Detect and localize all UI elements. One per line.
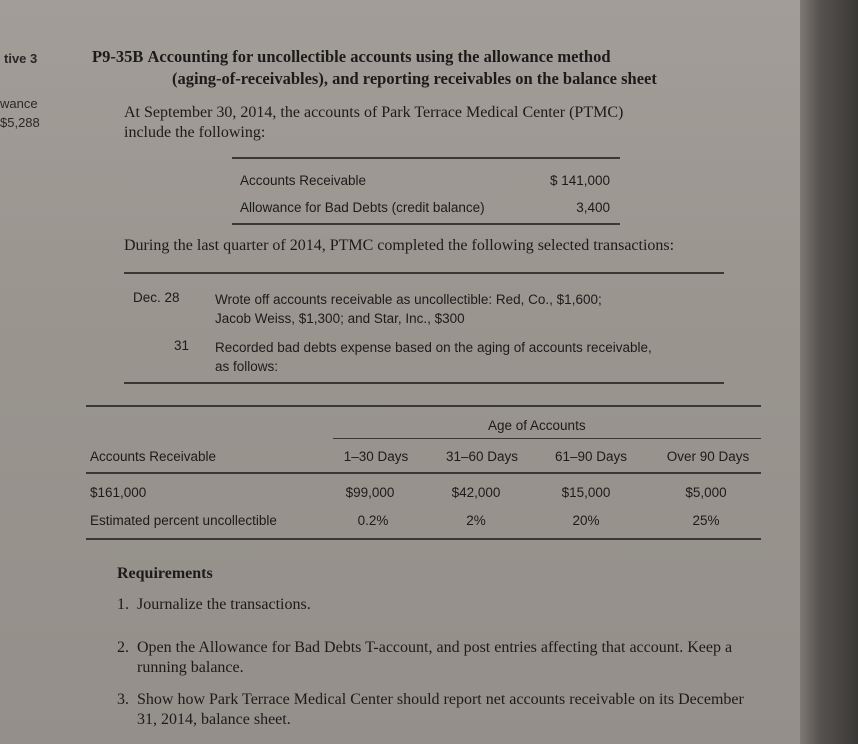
balance-amount: 3,400 xyxy=(576,200,610,215)
aging-column-header: Over 90 Days xyxy=(666,449,750,464)
margin-fragment-amount: $5,288 xyxy=(0,115,40,130)
aging-top-rule xyxy=(86,405,761,407)
transaction-line: Jacob Weiss, $1,300; and Star, Inc., $300 xyxy=(215,311,465,326)
balance-row xyxy=(240,200,610,215)
balance-label: Allowance for Bad Debts (credit balance) xyxy=(240,200,485,215)
aging-cell: 25% xyxy=(692,513,720,528)
requirements-title: Requirements xyxy=(117,565,213,582)
quarter-text: During the last quarter of 2014, PTMC completed the following selected transactions: xyxy=(124,237,675,254)
transaction-line: Wrote off accounts receivable as uncollectible: Red, Co., $1,600; xyxy=(215,292,602,307)
transaction-date: Dec. 28 xyxy=(133,290,180,305)
requirement-number: 1. xyxy=(117,596,129,613)
problem-title-line2: (aging-of-receivables), and reporting receivables on the balance sheet xyxy=(172,69,657,88)
aging-row-label: Estimated percent uncollectible xyxy=(90,513,277,528)
transactions-top-rule xyxy=(124,272,724,274)
transaction-text xyxy=(215,338,735,376)
requirement-text: Journalize the transactions. xyxy=(137,596,311,613)
aging-cell: $5,000 xyxy=(685,485,727,500)
transactions-bottom-rule xyxy=(124,382,724,384)
problem-title xyxy=(92,46,657,90)
aging-group-header: Age of Accounts xyxy=(488,418,586,433)
problem-intro xyxy=(124,103,744,143)
aging-column-header: 31–60 Days xyxy=(445,449,519,464)
aging-column-header: 1–30 Days xyxy=(343,449,409,464)
transaction-date: 31 xyxy=(174,338,190,353)
aging-cell: $42,000 xyxy=(451,485,501,500)
problem-title-line1: Accounting for uncollectible accounts using the allowance method xyxy=(147,47,611,66)
aging-cell: $15,000 xyxy=(561,485,611,500)
aging-group-rule xyxy=(333,438,761,439)
aging-row-label-header: Accounts Receivable xyxy=(90,449,217,464)
requirement-item xyxy=(117,638,767,678)
aging-bottom-rule xyxy=(86,538,761,540)
transaction-line: Recorded bad debts expense based on the aging of accounts receivable, xyxy=(215,340,652,355)
balance-label: Accounts Receivable xyxy=(240,173,367,188)
aging-cell: 2% xyxy=(466,513,486,528)
balances-top-rule xyxy=(232,157,620,159)
aging-cell: $99,000 xyxy=(345,485,395,500)
book-spine-shadow xyxy=(800,0,858,744)
margin-chapter-label: tive 3 xyxy=(4,51,38,66)
aging-cell: 20% xyxy=(572,513,600,528)
transaction-line: as follows: xyxy=(215,359,279,374)
balance-row xyxy=(240,173,610,188)
requirement-item xyxy=(117,690,767,730)
balance-amount: $ 141,000 xyxy=(549,173,610,188)
aging-row-label: $161,000 xyxy=(90,485,147,500)
problem-number: P9-35B xyxy=(92,47,144,66)
margin-fragment-word: wance xyxy=(0,96,38,111)
requirement-number: 2. xyxy=(117,639,129,656)
balances-bottom-rule xyxy=(232,223,620,225)
transaction-text xyxy=(215,290,735,328)
aging-cell: 0.2% xyxy=(357,513,389,528)
intro-line1: At September 30, 2014, the accounts of Park Terrace Medical Center (PTMC) xyxy=(124,104,624,121)
intro-line2: include the following: xyxy=(124,124,266,141)
requirement-number: 3. xyxy=(117,691,129,708)
requirement-text: Show how Park Terrace Medical Center should report net accounts receivable on its December 31, 2014, balance sheet. xyxy=(137,691,744,728)
requirement-item xyxy=(117,595,767,615)
aging-header-rule xyxy=(86,472,761,474)
requirement-text: Open the Allowance for Bad Debts T-account, and post entries affecting that account. Keep a running balance. xyxy=(137,639,733,676)
aging-column-header: 61–90 Days xyxy=(554,449,628,464)
